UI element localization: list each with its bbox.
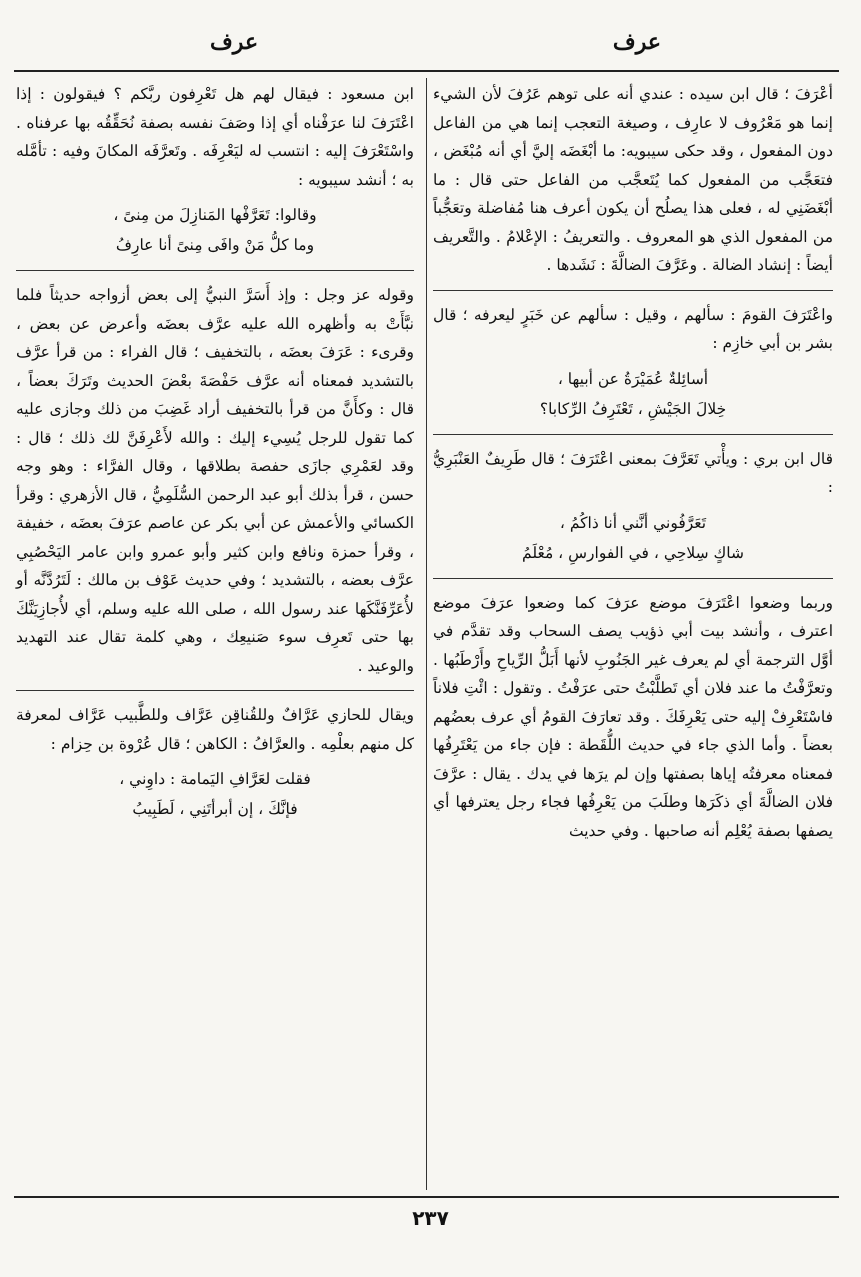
paragraph-separator xyxy=(16,690,414,691)
paragraph-separator xyxy=(433,290,833,291)
column-divider xyxy=(426,78,427,1190)
right-column xyxy=(433,80,833,1190)
verse-line: أسائِلةٌ عُمَيْرَةُ عن أبيها ، xyxy=(557,369,709,388)
paragraph: قال ابن بري : ويأْتي تَعَرَّفَ بمعنى اعْتَرَفَ ؛ قال طَرِيفٌ العَنْبَرِيُّ : xyxy=(433,449,833,496)
verse xyxy=(433,364,833,424)
paragraph-separator xyxy=(16,270,414,271)
paragraph: واعْتَرَفَ القومَ : سألهم ، وقيل : سألهم عن خَبَرٍ ليعرفه ؛ قال بشر بن أبي خازِم : xyxy=(433,305,833,352)
page-number: ٢٣٧ xyxy=(412,1206,449,1230)
paragraph: ويقال للحازي عَرَّافٌ وللقُناقِن عَرَّاف وللطَّبيب عَرَّاف لمعرفة كل منهم بعلْمِه . والعرَّافُ : الكاهن ؛ قال عُرْوة بن حِزام : xyxy=(16,706,414,753)
verse-line: وما كلُّ مَنْ وافَى مِنىً أنا عارِفُ xyxy=(115,236,315,254)
bottom-rule xyxy=(14,1196,839,1198)
verse xyxy=(16,764,414,824)
paragraph: وقوله عز وجل : وإذ أَسَرَّ النبيُّ إلى بعض أزواجه حديثاً فلما نبَّأَتْ به وأظهره الله عليه عرَّف بعضَه وأعرض عن بعض ، وقرىء : عَرَفَ بعضَه ، بالتخفيف ؛ قال الفراء : من قرأ عرَّف بالتشديد فمعناه أنه عرَّف حَفْصَةَ بعْضَ الحديث وتَرَكَ بعضاً ، قال : وكأَنَّ من قرأ بالتخفيف أراد غَضِبَ من ذلك وجازى عليه كما تقول للرجل يُسِيء إليك : والله لأَعْرِفَنَّ لك ذلك ؛ قال : وقد لعَمْرِي جازَى حفصة بطلاقها ، وقال الفرَّاء : وهو وجه حسن ، قرأ بذلك أبو عبد الرحمن السُّلَمِيُّ ، قال الأزهري : وقرأ الكسائي والأعمش عن أبي بكر عن عاصم عرَفَ بعضَه ، خفيفة ، وقرأ حمزة ونافع وابن كثير وأبو عمرو وابن عامر اليَحْصُبِي عرَّف بعضه ، بالتشديد ؛ وفي حديث عَوْف بن مالك : لَتَرُدَّنَّه أو لأُعَرِّفَنَّكَها عند رسول الله ، صلى الله عليه وسلم، أي لأُجازِيَنَّكَ بها حتى تَعرِف سوء صَنيعِك ، وهي كلمة تقال عند التهديد والوعيد . xyxy=(16,286,414,675)
paragraph-separator xyxy=(433,434,833,435)
verse-line: فإنَّكَ ، إن أبرأتَنِي ، لَطَبِيبُ xyxy=(132,800,298,818)
verse-line: تَعَرَّفُوني أنَّني أنا ذاكُمُ ، xyxy=(559,513,707,532)
verse xyxy=(433,508,833,568)
left-column-headword: عرف xyxy=(210,29,259,55)
verse-line: شاكٍ سِلاحِي ، في الفوارسِ ، مُعْلَمُ xyxy=(522,543,744,562)
paragraph: وربما وضعوا اعْتَرَفَ موضع عرَفَ كما وضعوا عرَفَ موضع اعترف ، وأنشد بيت أبي ذؤيب يصف السحاب وقد تقدَّم في أوَّل الترجمة أي لم يعرف غير الجَنُوبِ لأنها أَبَلُّ الرِّياحِ وأَرْطَبُها . وتعرَّفْتُ ما عند فلان أي تَطلَّبْتُ حتى عرَفْتُ . وتقول : ائْتِ فلاناً فاسْتَعْرِفْ إليه حتى يَعْرِفَكَ . وقد تعارَفَ القومُ أي عرف بعضُهم بعضاً . وأما الذي جاء في حديث اللُّقَطة : فإن جاء من يَعْتَرِفُها فمعناه معرفتُه إياها بصفتها وإن لم يرَها في يدك . يقال : عرَّفَ فلان الضالَّةَ أي ذكَرَها وطلَبَ من يَعْرِفُها فجاء رجل يعترفها أي يصفها بصفة يُعْلِم أنه صاحبها . وفي حديث xyxy=(433,593,833,840)
paragraph: ابن مسعود : فيقال لهم هل تَعْرِفون ربَّكم ؟ فيقولون : إذا اعْتَرَفَ لنا عرَفْناه أي إذا وصَفَ نفسه بصفة نُحَقِّقُه بها عرفناه . واسْتَعْرَفَ إليه : انتسب له ليَعْرِفَه . وتَعرَّفَه المكانَ وفيه : تأمَّله به ؛ أنشد سيبويه : xyxy=(16,85,414,189)
top-rule xyxy=(14,70,839,72)
verse-line: خِلالَ الجَيْشِ ، تَعْتَرِفُ الرِّكابا؟ xyxy=(539,399,727,418)
verse-line: وقالوا: تَعَرَّفْها المَنازِلَ من مِنىً ، xyxy=(113,206,317,224)
paragraph: أعْرَفَ ؛ قال ابن سيده : عندي أنه على توهم عَرُفَ لأن الشيء إنما هو مَعْرُوف لا عارِف ، وصيغة التعجب إنما هي من الفاعل دون المفعول ، وقد حكى سيبويه: ما أبْغَضَه إليَّ أي أنه مُبْغَض ، فتعَجَّب من المفعول كما يُتَعجَّب من الفاعل حتى قال : ما أبْغَضَنِي له ، فعلى هذا يصلُح أن يكون أعرف هنا مُفاضلة وتعَجُّباً من المفعول الذي هو المعروف . والتعريفُ : الإعْلامُ . والتَّعريف أيضاً : إنشاد الضالة . وعَرَّفَ الضالَّةَ : نَشَدها . xyxy=(433,85,833,274)
right-column-headword: عرف xyxy=(612,29,661,55)
verse xyxy=(16,200,414,260)
paragraph-separator xyxy=(433,578,833,579)
verse-line: فقلت لعَرَّافِ اليَمامة : داوِني ، xyxy=(119,770,311,788)
left-column xyxy=(16,80,414,1190)
